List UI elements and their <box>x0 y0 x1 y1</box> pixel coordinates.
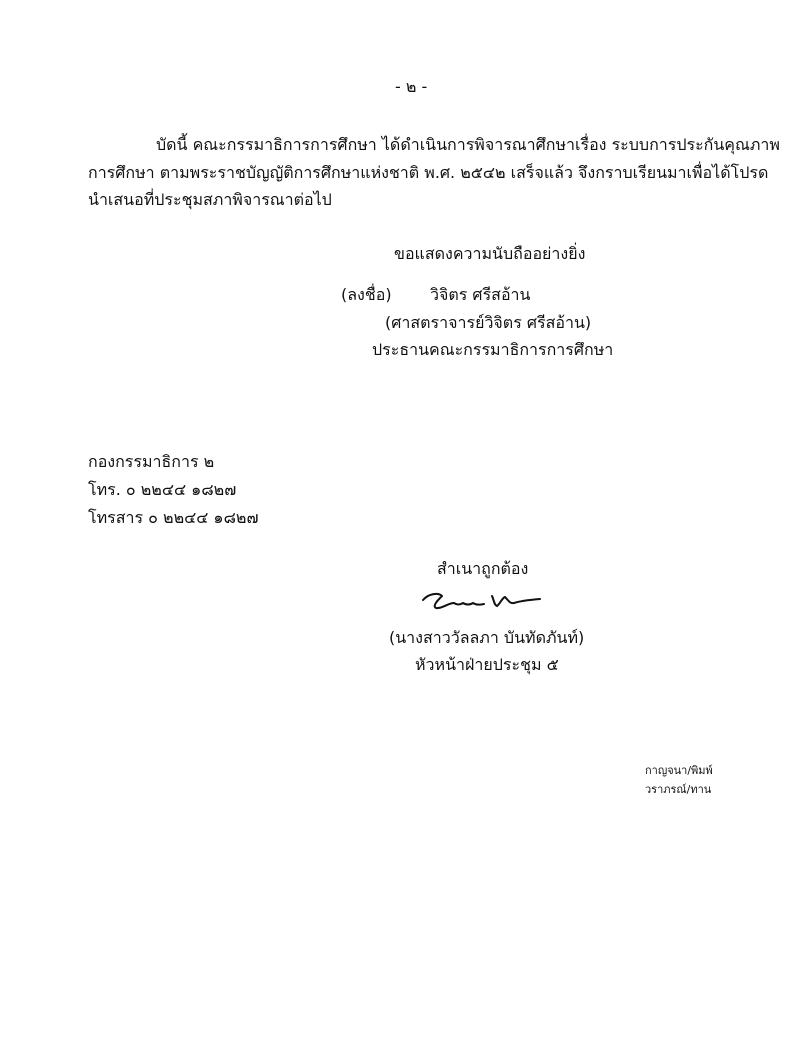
closing-salutation: ขอแสดงความนับถืออย่างยิ่ง <box>394 244 586 263</box>
fax-number: โทรสาร ๐ ๒๒๔๔ ๑๘๒๗ <box>88 508 259 527</box>
body-line-1: บัดนี้ คณะกรรมาธิการการศึกษา ได้ดำเนินการพิจารณาศึกษาเรื่อง ระบบการประกันคุณภาพ <box>156 135 780 154</box>
checker-note: วราภรณ์/ทาน <box>645 783 712 796</box>
page-number: - ๒ - <box>395 77 428 96</box>
signature-prefix: (ลงชื่อ) <box>341 285 392 304</box>
certifier-name: (นางสาววัลลภา บันทัดภันท์) <box>389 628 585 647</box>
body-line-2: การศึกษา ตามพระราชบัญญัติการศึกษาแห่งชาติ พ.ศ. ๒๕๔๒ เสร็จแล้ว จึงกราบเรียนมาเพื่อได้โปรด <box>88 163 769 182</box>
signatory-position: ประธานคณะกรรมาธิการการศึกษา <box>372 340 614 359</box>
body-line-3: นำเสนอที่ประชุมสภาพิจารณาต่อไป <box>88 190 332 209</box>
signatory-signed-name: วิจิตร ศรีสอ้าน <box>430 285 531 304</box>
signatory-full-name: (ศาสตราจารย์วิจิตร ศรีสอ้าน) <box>385 313 592 332</box>
certifier-position: หัวหน้าฝ่ายประชุม ๕ <box>415 655 559 674</box>
handwritten-signature <box>420 588 542 612</box>
certified-copy-label: สำเนาถูกต้อง <box>437 559 529 578</box>
typist-note: กาญจนา/พิมพ์ <box>645 764 713 777</box>
office-name: กองกรรมาธิการ ๒ <box>88 452 215 471</box>
phone-number: โทร. ๐ ๒๒๔๔ ๑๘๒๗ <box>88 480 237 499</box>
